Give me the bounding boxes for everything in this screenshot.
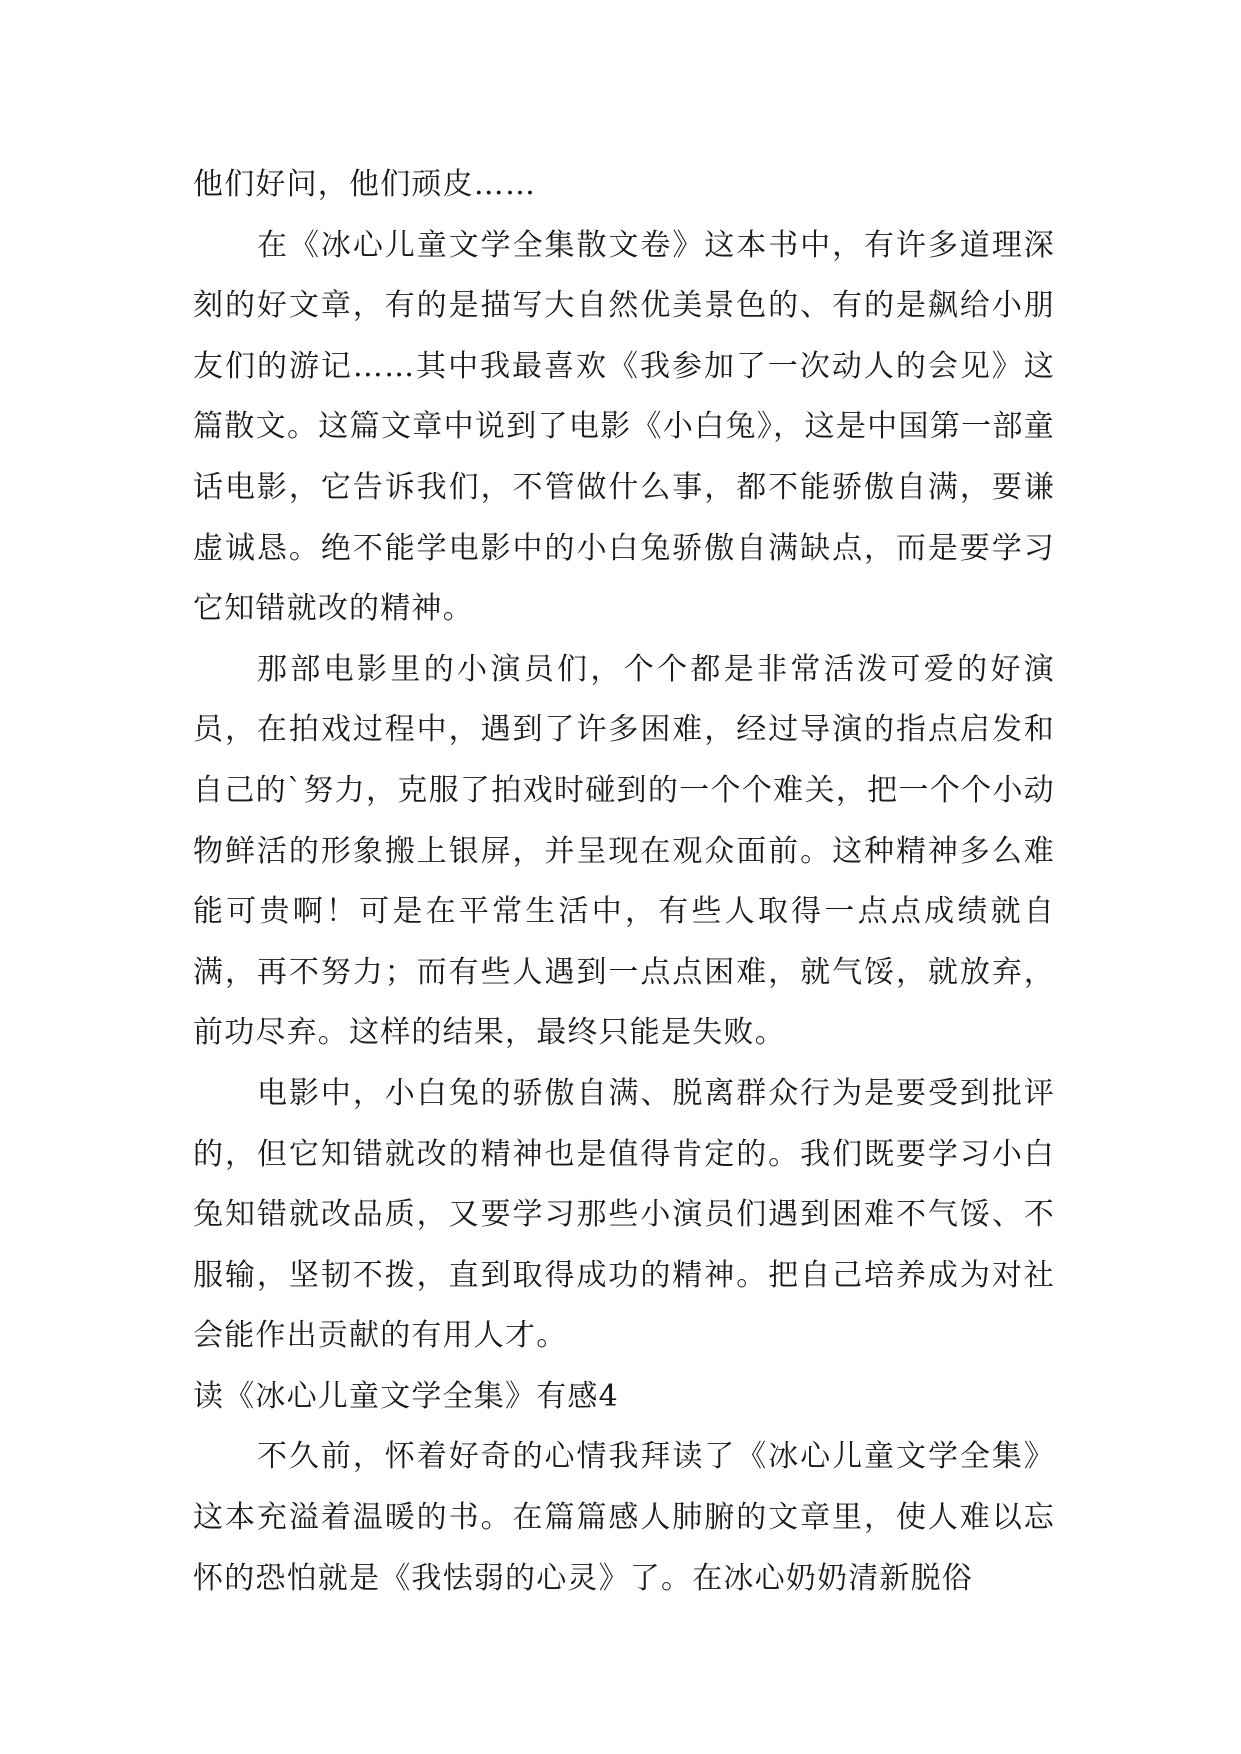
paragraph-young-actors: 那部电影里的小演员们，个个都是非常活泼可爱的好演员，在拍戏过程中，遇到了许多困难，经过导演的指点启发和自己的`努力，克服了拍戏时碰到的一个个难关，把一个个小动物鲜活的形象搬上银屏，并呈现在观众面前。这种精神多么难能可贵啊！可是在平常生活中，有些人取得一点点成绩就自满，再不努力；而有些人遇到一点点困难，就气馁，就放弃，前功尽弃。这样的结果，最终只能是失败。: [193, 651, 1055, 1051]
paragraph-continuation: 他们好问，他们顽皮……: [193, 167, 537, 202]
paragraph-conclusion: 电影中，小白兔的骄傲自满、脱离群众行为是要受到批评的，但它知错就改的精神也是值得肯定的。我们既要学习小白兔知错就改品质，又要学习那些小演员们遇到困难不气馁、不服输，坚韧不拨，直到取得成功的精神。把自己培养成为对社会能作出贡献的有用人才。: [193, 1075, 1055, 1354]
document-body: [193, 155, 1055, 1609]
paragraph-book-intro: 在《冰心儿童文学全集散文卷》这本书中，有许多道理深刻的好文章，有的是描写大自然优美景色的、有的是飙给小朋友们的游记……其中我最喜欢《我参加了一次动人的会见》这篇散文。这篇文章中说到了电影《小白兔》，这是中国第一部童话电影，它告诉我们，不管做什么事，都不能骄傲自满，要谦虚诚恳。绝不能学电影中的小白兔骄傲自满缺点，而是要学习它知错就改的精神。: [193, 227, 1055, 627]
paragraph-section-intro: 不久前，怀着好奇的心情我拜读了《冰心儿童文学全集》这本充溢着温暖的书。在篇篇感人肺腑的文章里，使人难以忘怀的恐怕就是《我怯弱的心灵》了。在冰心奶奶清新脱俗: [193, 1439, 1055, 1596]
section-title: 读《冰心儿童文学全集》有感4: [193, 1378, 619, 1414]
